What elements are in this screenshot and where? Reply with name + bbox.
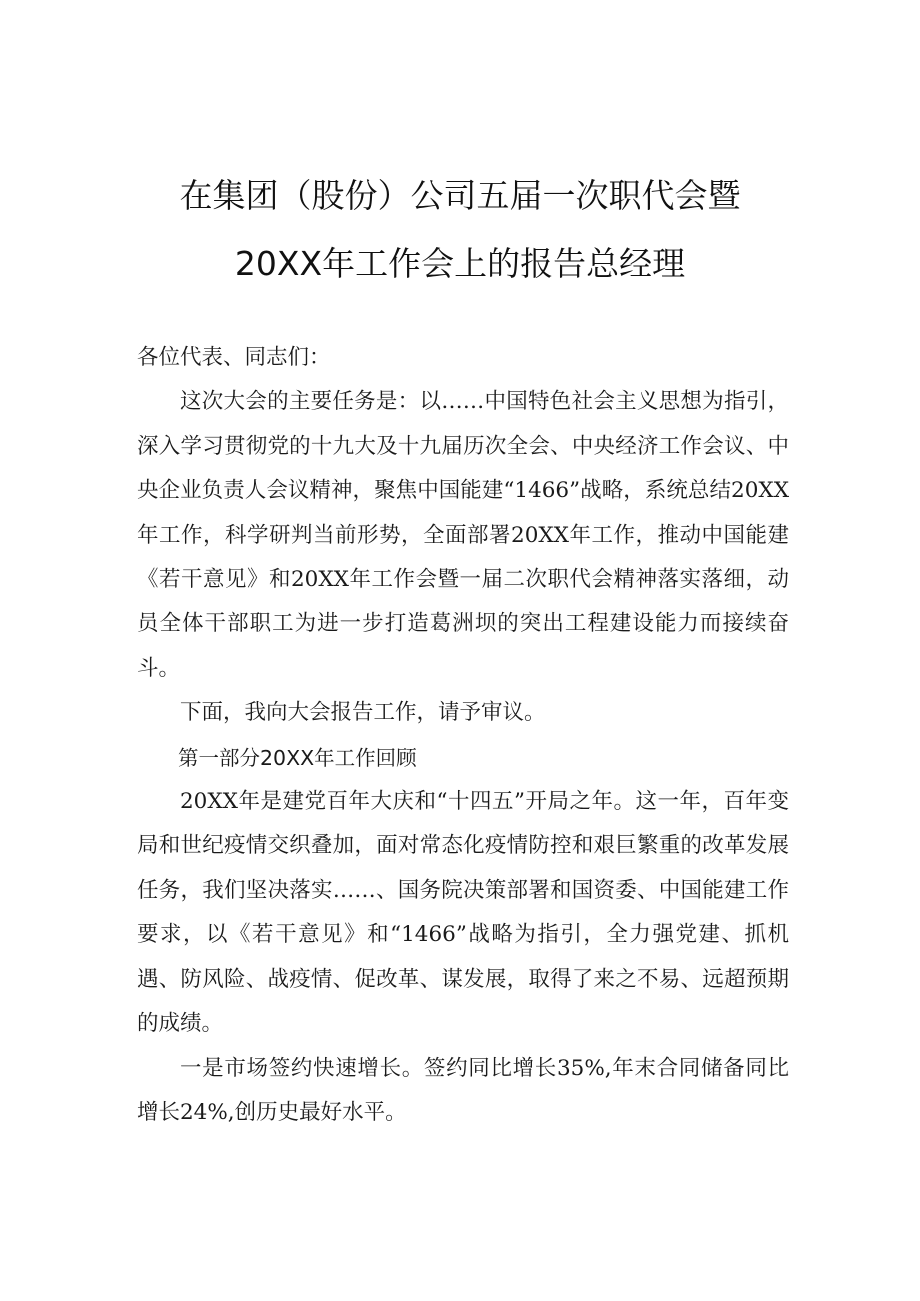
document-title-line-2: 20XX年工作会上的报告总经理: [234, 244, 686, 283]
paragraph-intro: 这次大会的主要任务是：以……中国特色社会主义思想为指引，深入学习贯彻党的十九大及十九届历次全会、中央经济工作会议、中央企业负责人会议精神，聚焦中国能建“1466”战略，系统总结20XX年工作，科学研判当前形势，全面部署20XX年工作，推动中国能建《若干意见》和20XX年工作会暨一届二次职代会精神落实落细，动员全体干部职工为进一步打造葛洲坝的突出工程建设能力而接续奋斗。: [137, 389, 789, 681]
document-title-line-1: 在集团（股份）公司五届一次职代会暨: [179, 176, 741, 215]
paragraph-review: 20XX年是建党百年大庆和“十四五”开局之年。这一年，百年变局和世纪疫情交织叠加，面对常态化疫情防控和艰巨繁重的改革发展任务，我们坚决落实……、国务院决策部署和国资委、中国能建工作要求，以《若干意见》和“1466”战略为指引，全力强党建、抓机遇、防风险、战疫情、促改革、谋发展，取得了来之不易、远超预期的成绩。: [137, 789, 789, 1037]
salutation: 各位代表、同志们：: [137, 345, 331, 370]
paragraph-market: 一是市场签约快速增长。签约同比增长35%,年末合同储备同比增长24%,创历史最好水平。: [137, 1055, 789, 1125]
document-body: [137, 336, 789, 1135]
paragraph-report: 下面，我向大会报告工作，请予审议。: [180, 700, 546, 726]
section-heading: 第一部分20XX年工作回顾: [178, 745, 417, 770]
